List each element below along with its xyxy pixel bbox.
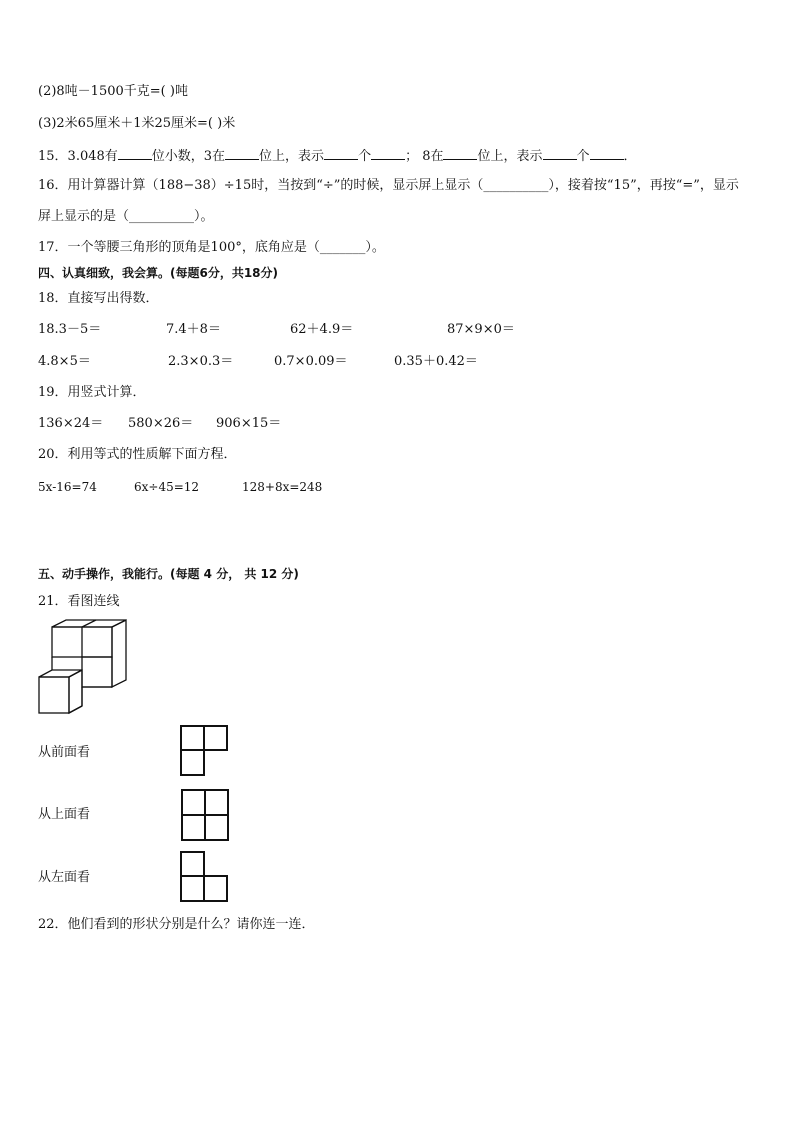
section-5-heading: 五、动手操作，我能行。(每题 4 分， 共 12 分) bbox=[38, 567, 299, 581]
question-22: 22．他们看到的形状分别是什么？请你连一连． bbox=[38, 917, 315, 932]
section-4-heading: 四、认真细致，我会算。(每题6分，共18分) bbox=[38, 266, 279, 280]
question-16-line2: 屏上显示的是（__________）。 bbox=[38, 209, 214, 224]
q19-item: 580×26＝ bbox=[128, 416, 194, 431]
question-20: 20．利用等式的性质解下面方程． bbox=[38, 447, 237, 462]
cube-stack-figure bbox=[36, 618, 132, 718]
question-19: 19．用竖式计算． bbox=[38, 385, 146, 400]
q15-text-8: ． bbox=[623, 149, 637, 164]
answer-blank[interactable] bbox=[225, 147, 259, 160]
q19-item: 906×15＝ bbox=[216, 416, 282, 431]
q14-part2: (2)8吨－1500千克=( )吨 bbox=[38, 84, 188, 99]
answer-blank[interactable] bbox=[324, 147, 358, 160]
q15-text-6: 位上，表示 bbox=[477, 149, 543, 164]
view-label-top: 从上面看 bbox=[38, 807, 91, 822]
answer-blank[interactable] bbox=[590, 147, 624, 160]
question-15 bbox=[38, 147, 637, 165]
answer-blank[interactable] bbox=[543, 147, 577, 160]
view-shape-c bbox=[180, 851, 230, 903]
q19-item: 136×24＝ bbox=[38, 416, 104, 431]
answer-blank[interactable] bbox=[443, 147, 477, 160]
view-shape-b bbox=[181, 789, 231, 841]
q18-item: 87×9×0＝ bbox=[447, 322, 515, 337]
view-label-left: 从左面看 bbox=[38, 870, 91, 885]
q15-text-5: ； 8在 bbox=[405, 149, 444, 164]
q20-item: 6x÷45=12 bbox=[134, 480, 200, 494]
q18-item: 2.3×0.3＝ bbox=[168, 354, 234, 369]
q15-text-2: 位小数，3在 bbox=[151, 149, 226, 164]
question-21: 21．看图连线 bbox=[38, 594, 120, 609]
q18-item: 0.35＋0.42＝ bbox=[394, 354, 478, 369]
q18-item: 4.8×5＝ bbox=[38, 354, 91, 369]
answer-blank[interactable] bbox=[118, 147, 152, 160]
question-16-line1: 16．用计算器计算（188−38）÷15时，当按到“÷”的时候，显示屏上显示（__________），接着按“15”，再按“=”，显示 bbox=[38, 178, 739, 193]
question-17: 17．一个等腰三角形的顶角是100°，底角应是（_______）。 bbox=[38, 240, 385, 255]
q18-item: 7.4＋8＝ bbox=[166, 322, 221, 337]
q15-text-1: 15．3.048有 bbox=[38, 149, 118, 164]
q18-item: 0.7×0.09＝ bbox=[274, 354, 348, 369]
answer-blank[interactable] bbox=[371, 147, 405, 160]
q20-item: 5x-16=74 bbox=[38, 480, 97, 494]
q15-text-3: 位上，表示 bbox=[259, 149, 325, 164]
q15-text-7: 个 bbox=[576, 149, 590, 164]
q14-part3: (3)2米65厘米＋1米25厘米=( )米 bbox=[38, 116, 236, 131]
q18-item: 18.3－5＝ bbox=[38, 322, 102, 337]
view-label-front: 从前面看 bbox=[38, 745, 91, 760]
question-18: 18．直接写出得数． bbox=[38, 291, 159, 306]
view-shape-a bbox=[180, 725, 230, 777]
q18-item: 62＋4.9＝ bbox=[290, 322, 354, 337]
q15-text-4: 个 bbox=[358, 149, 372, 164]
q20-item: 128+8x=248 bbox=[242, 480, 323, 494]
